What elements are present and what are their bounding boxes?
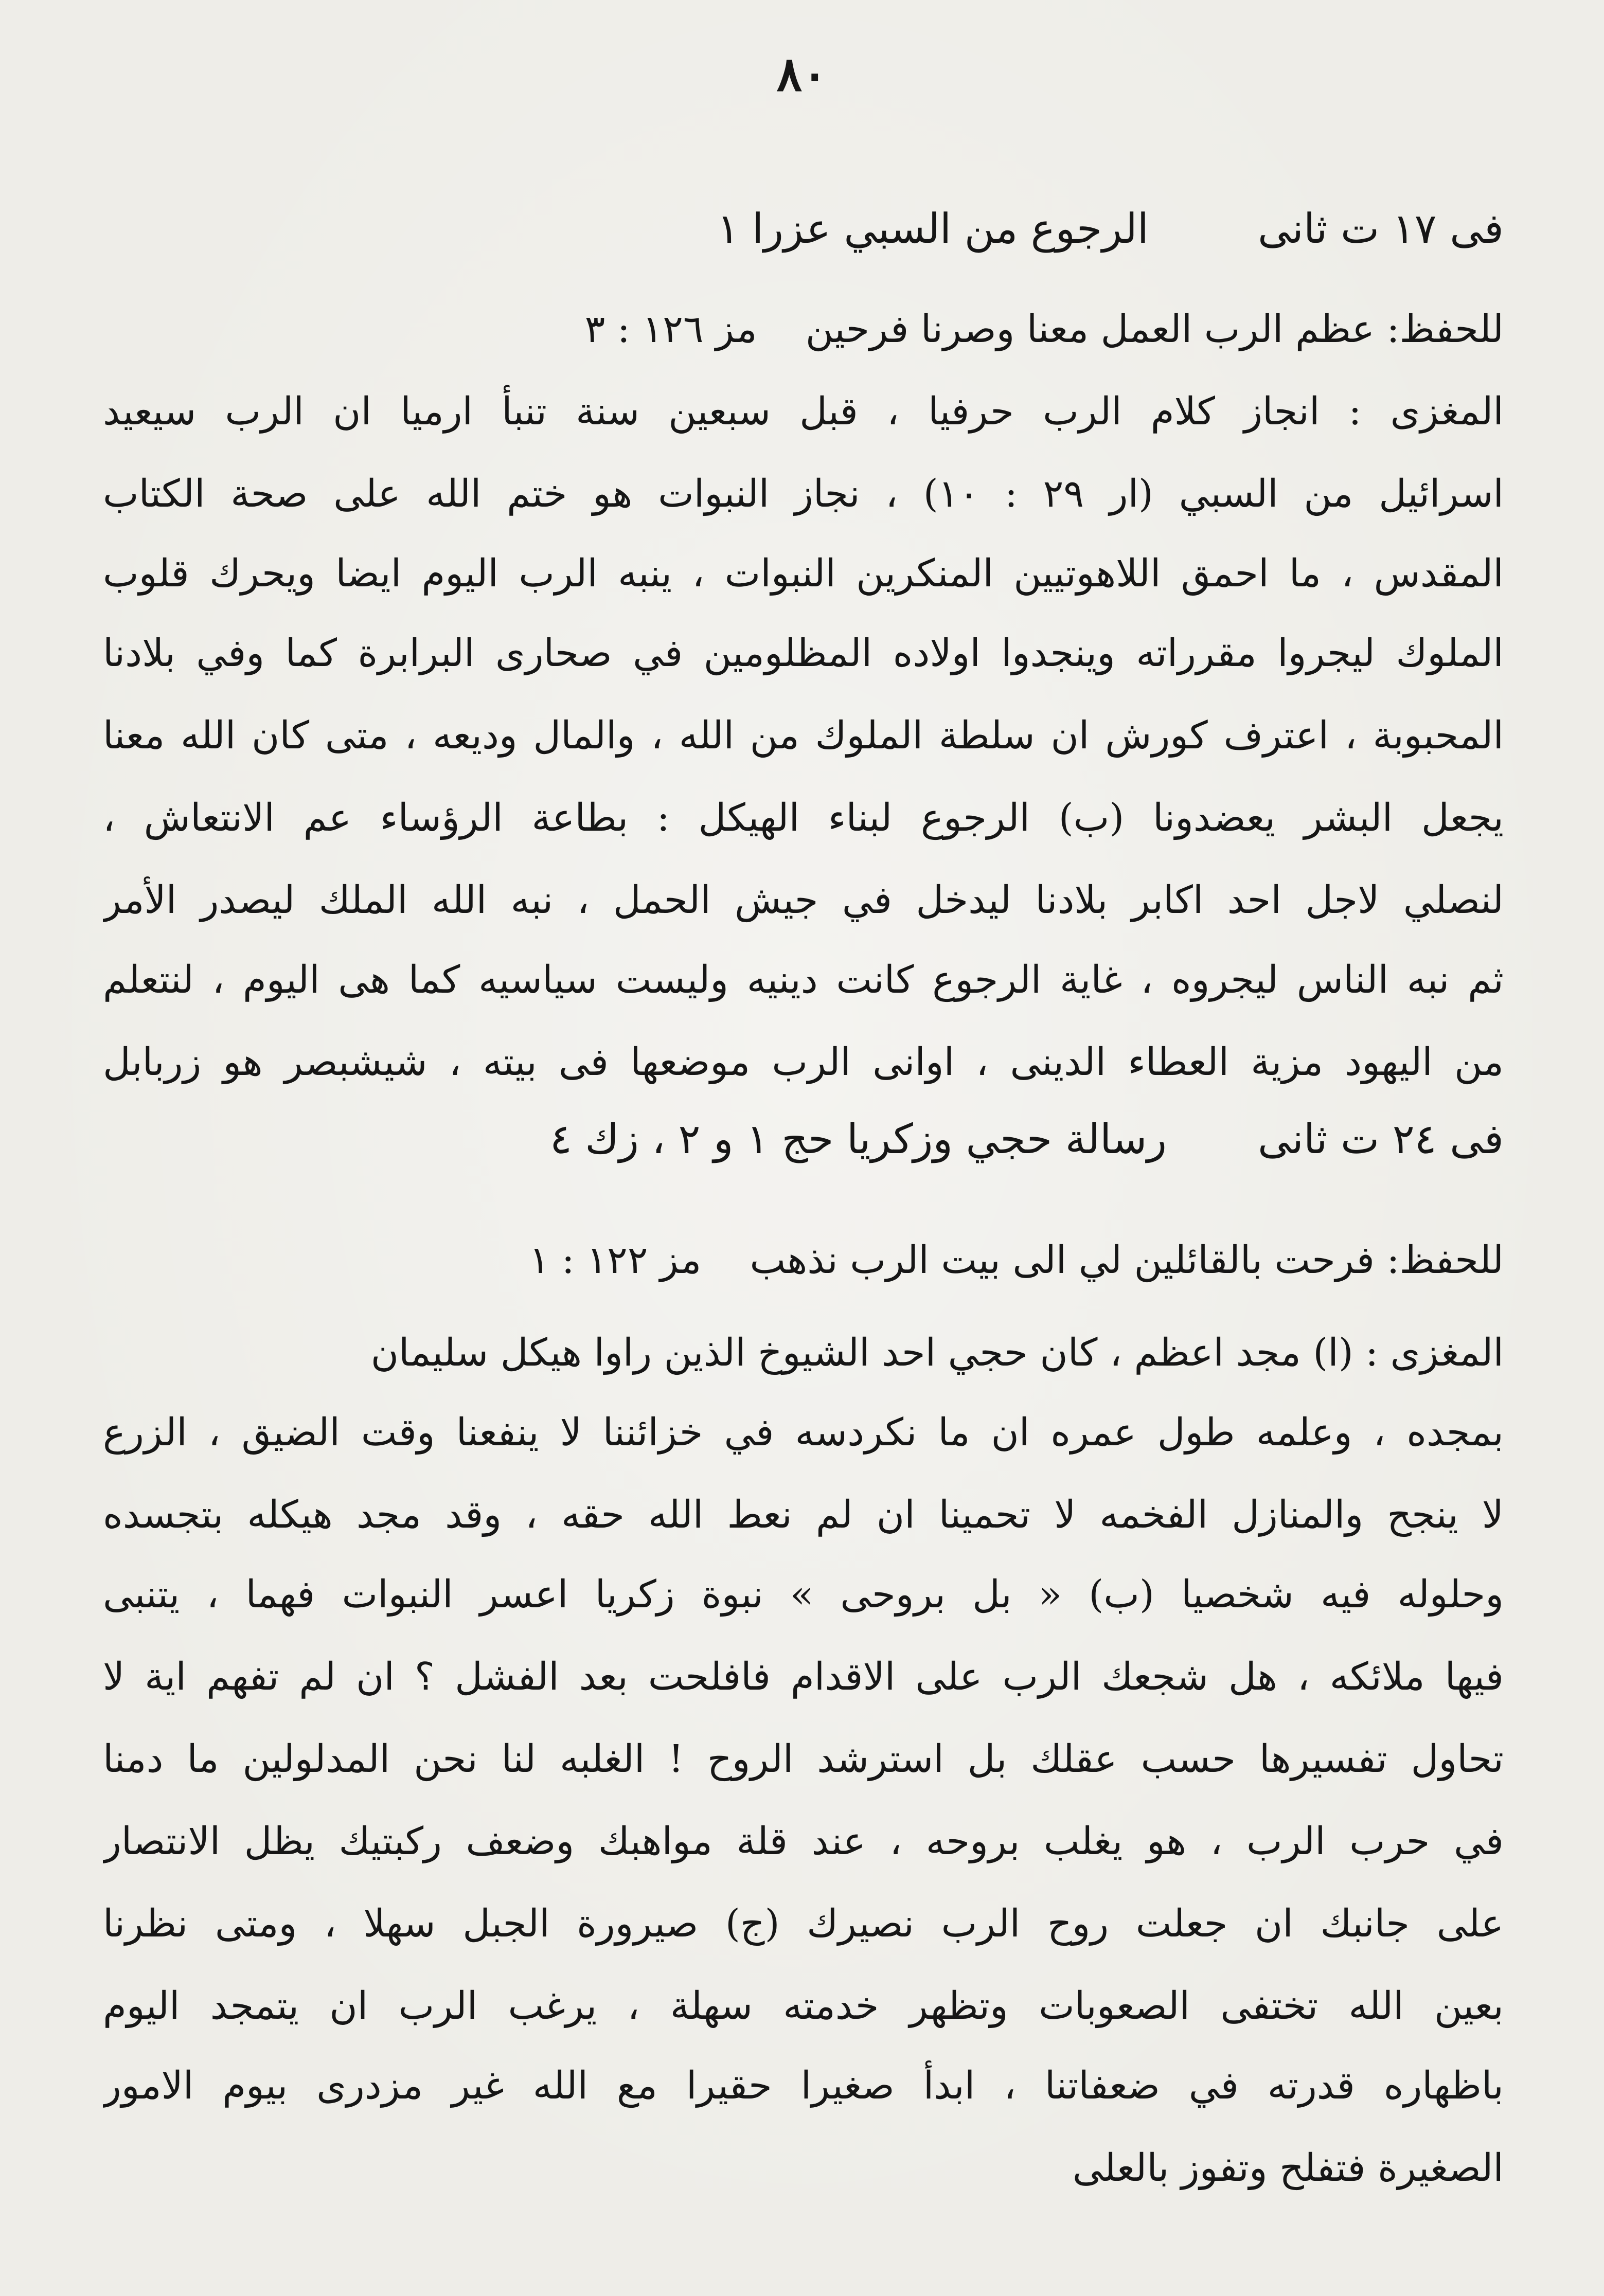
section2-body-line: باظهاره قدرته في ضعفاتنا ، ابدأ صغيرا حقيرا مع الله غير مزدرى بيوم الامور bbox=[103, 2064, 1504, 2108]
section1-body-line: لنصلي لاجل احد اكابر بلادنا ليدخل في جيش الحمل ، نبه الله الملك ليصدر الأمر bbox=[103, 878, 1504, 922]
section1-memorize-line bbox=[585, 298, 1504, 360]
section2-memorize-line bbox=[529, 1229, 1504, 1291]
section1-memorize-label: للحفظ: bbox=[1386, 307, 1504, 351]
section1-body-line: الملوك ليجروا مقرراته وينجدوا اولاده المظلومين في صحارى البرابرة كما وفي بلادنا bbox=[103, 631, 1504, 675]
section2-memorize-text: فرحت بالقائلين لي الى بيت الرب نذهب bbox=[750, 1238, 1375, 1282]
section2-title: رسالة حجي وزكريا حج ١ و ٢ ، زك ٤ bbox=[549, 1115, 1167, 1163]
section1-body-line: المغزى : انجاز كلام الرب حرفيا ، قبل سبعين سنة تنبأ ارميا ان الرب سيعيد bbox=[103, 389, 1504, 434]
section1-body-line: يجعل البشر يعضدونا (ب) الرجوع لبناء الهيكل : بطاعة الرؤساء عم الانتعاش ، bbox=[103, 796, 1504, 840]
section1-body-line: المحبوبة ، اعترف كورش ان سلطة الملوك من الله ، والمال وديعه ، متى كان الله معنا bbox=[103, 713, 1504, 758]
section2-body-line: فيها ملائكه ، هل شجعك الرب على الاقدام فافلحت بعد الفشل ؟ ان لم تفهم اية لا bbox=[103, 1655, 1504, 1699]
section2-memorize-label: للحفظ: bbox=[1386, 1238, 1504, 1282]
section2-date: فى ٢٤ ت ثانى bbox=[1257, 1115, 1504, 1163]
section2-body-line: على جانبك ان جعلت روح الرب نصيرك (ج) صيرورة الجبل سهلا ، ومتى نظرنا bbox=[103, 1902, 1504, 1946]
section2-memorize-ref: مز ١٢٢ : ١ bbox=[529, 1238, 702, 1282]
section2-body-line: المغزى : (ا) مجد اعظم ، كان حجي احد الشيوخ الذين راوا هيكل سليمان bbox=[370, 1331, 1504, 1375]
section2-body-line: في حرب الرب ، هو يغلب بروحه ، عند قلة مواهبك وضعف ركبتيك يظل الانتصار bbox=[103, 1819, 1504, 1863]
section2-body-line: الصغيرة فتفلح وتفوز بالعلى bbox=[1072, 2146, 1504, 2190]
section1-memorize-text: عظم الرب العمل معنا وصرنا فرحين bbox=[805, 307, 1375, 351]
section2-body-line: بعين الله تختفى الصعوبات وتظهر خدمته سهلة ، يرغب الرب ان يتمجد اليوم bbox=[103, 1984, 1504, 2028]
section1-body-line: المقدس ، ما احمق اللاهوتيين المنكرين النبوات ، ينبه الرب اليوم ايضا ويحرك قلوب bbox=[103, 551, 1504, 596]
section1-body-line: اسرائيل من السبي (ار ٢٩ : ١٠) ، نجاز النبوات هو ختم الله على صحة الكتاب bbox=[103, 472, 1504, 516]
section2-body-line: لا ينجح والمنازل الفخمه لا تحمينا ان لم نعط الله حقه ، وقد مجد هيكله بتجسده bbox=[103, 1493, 1504, 1537]
section2-body-line: وحلوله فيه شخصيا (ب) « بل بروحى » نبوة زكريا اعسر النبوات فهما ، يتنبى bbox=[103, 1572, 1504, 1617]
section1-date: فى ١٧ ت ثانى bbox=[1257, 205, 1504, 253]
section1-memorize-ref: مز ١٢٦ : ٣ bbox=[584, 307, 757, 351]
section1-body-line: ثم نبه الناس ليجروه ، غاية الرجوع كانت دينيه وليست سياسيه كما هى اليوم ، لنتعلم bbox=[103, 958, 1504, 1002]
section2-body-line: تحاول تفسيرها حسب عقلك بل استرشد الروح ! الغلبه لنا نحن المدلولين ما دمنا bbox=[103, 1737, 1504, 1781]
section1-body-line: من اليهود مزية العطاء الدينى ، اوانى الرب موضعها فى بيته ، شيشبصر هو زربابل bbox=[103, 1040, 1504, 1084]
page-number: ٨٠ bbox=[776, 46, 828, 102]
section2-body-line: بمجده ، وعلمه طول عمره ان ما نكردسه في خزائننا لا ينفعنا وقت الضيق ، الزرع bbox=[103, 1410, 1504, 1455]
section1-title: الرجوع من السبي عزرا ١ bbox=[717, 205, 1149, 253]
